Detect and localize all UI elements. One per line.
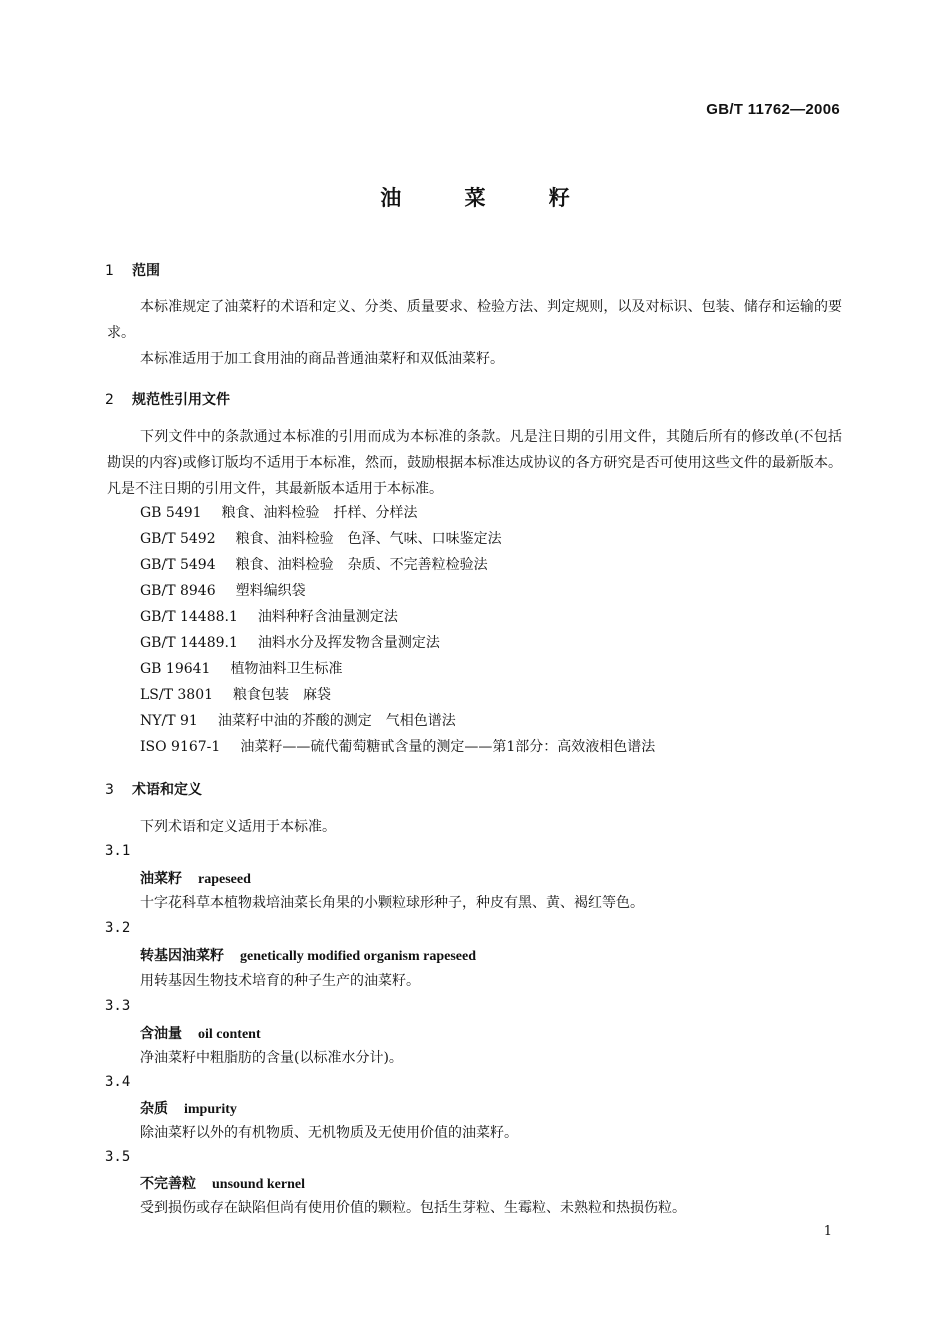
reference-title: 油料种籽含油量测定法 <box>257 609 398 625</box>
section-2-heading <box>105 389 230 409</box>
term-entry <box>140 1173 305 1193</box>
reference-item <box>140 554 488 574</box>
reference-item <box>140 606 398 626</box>
reference-code: GB/T 5492 <box>140 531 216 547</box>
section-title: 术语和定义 <box>132 782 202 798</box>
page-number: 1 <box>823 1224 832 1239</box>
section-3-heading <box>105 779 202 799</box>
section-title: 范围 <box>132 263 160 279</box>
clause-number: 3.5 <box>105 1149 131 1165</box>
document-title: 油 菜 籽 <box>380 186 598 210</box>
scope-paragraph-1: 本标准规定了油菜籽的术语和定义、分类、质量要求、检验方法、判定规则，以及对标识、包装、储存和运输的要求。 <box>107 299 842 341</box>
term-definition: 十字花科草本植物栽培油菜长角果的小颗粒球形种子，种皮有黑、黄、褐红等色。 <box>140 895 644 911</box>
reference-item <box>140 502 418 522</box>
scope-paragraph-2: 本标准适用于加工食用油的商品普通油菜籽和双低油菜籽。 <box>140 351 504 367</box>
term-zh: 转基因油菜籽 <box>140 948 224 964</box>
reference-title: 粮食、油料检验 扦样、分样法 <box>221 505 418 521</box>
reference-item <box>140 658 342 678</box>
clause-number: 3.4 <box>105 1074 131 1090</box>
clause-number: 3.3 <box>105 998 131 1014</box>
references-intro: 下列文件中的条款通过本标准的引用而成为本标准的条款。凡是注日期的引用文件，其随后所有的修改单(不包括勘误的内容)或修订版均不适用于本标准，然而，鼓励根据本标准达成协议的各方研究是否可使用这些文件的最新版本。凡是不注日期的引用文件，其最新版本适用于本标准。 <box>107 429 842 497</box>
reference-code: ISO 9167-1 <box>140 739 221 755</box>
reference-title: 粮食、油料检验 杂质、不完善粒检验法 <box>235 557 488 573</box>
term-en: genetically modified organism rapeseed <box>240 949 477 964</box>
term-entry <box>140 868 251 888</box>
reference-item <box>140 528 502 548</box>
reference-title: 油料水分及挥发物含量测定法 <box>257 635 440 651</box>
term-definition: 用转基因生物技术培育的种子生产的油菜籽。 <box>140 973 420 989</box>
term-zh: 杂质 <box>140 1101 168 1117</box>
reference-title: 塑料编织袋 <box>235 583 306 599</box>
term-zh: 油菜籽 <box>140 871 182 887</box>
clause-number: 3.2 <box>105 920 131 936</box>
term-entry <box>140 1098 237 1118</box>
section-number: 1 <box>105 263 114 279</box>
term-en: impurity <box>184 1102 237 1117</box>
term-entry <box>140 1023 261 1043</box>
term-zh: 含油量 <box>140 1026 182 1042</box>
term-definition: 除油菜籽以外的有机物质、无机物质及无使用价值的油菜籽。 <box>140 1125 518 1141</box>
reference-item <box>140 580 306 600</box>
section-number: 2 <box>105 392 114 408</box>
section-title: 规范性引用文件 <box>132 392 230 408</box>
reference-code: GB/T 5494 <box>140 557 216 573</box>
term-entry <box>140 945 476 965</box>
reference-title: 油菜籽——硫代葡萄糖甙含量的测定——第1部分：高效液相色谱法 <box>240 739 656 755</box>
reference-item <box>140 710 456 730</box>
term-en: rapeseed <box>198 872 251 887</box>
term-definition: 净油菜籽中粗脂肪的含量(以标准水分计)。 <box>140 1050 403 1066</box>
reference-item <box>140 632 440 652</box>
reference-code: GB/T 8946 <box>140 583 216 599</box>
reference-title: 油菜籽中油的芥酸的测定 气相色谱法 <box>217 713 456 729</box>
reference-code: GB 5491 <box>140 505 202 521</box>
reference-title: 植物油料卫生标准 <box>230 661 343 677</box>
reference-code: LS/T 3801 <box>140 687 214 703</box>
reference-code: GB/T 14488.1 <box>140 609 238 625</box>
reference-item <box>140 684 331 704</box>
reference-item <box>140 736 655 756</box>
reference-title: 粮食包装 麻袋 <box>233 687 332 703</box>
term-zh: 不完善粒 <box>140 1176 196 1192</box>
terms-intro: 下列术语和定义适用于本标准。 <box>140 819 336 835</box>
section-number: 3 <box>105 782 114 798</box>
clause-number: 3.1 <box>105 843 131 859</box>
term-en: unsound kernel <box>212 1177 305 1192</box>
term-en: oil content <box>198 1027 261 1042</box>
section-1-heading <box>105 260 160 280</box>
reference-code: GB/T 14489.1 <box>140 635 238 651</box>
reference-code: NY/T 91 <box>140 713 198 729</box>
reference-title: 粮食、油料检验 色泽、气味、口味鉴定法 <box>235 531 502 547</box>
standard-code: GB/T 11762—2006 <box>706 101 840 118</box>
reference-code: GB 19641 <box>140 661 211 677</box>
term-definition: 受到损伤或存在缺陷但尚有使用价值的颗粒。包括生芽粒、生霉粒、未熟粒和热损伤粒。 <box>140 1200 686 1216</box>
